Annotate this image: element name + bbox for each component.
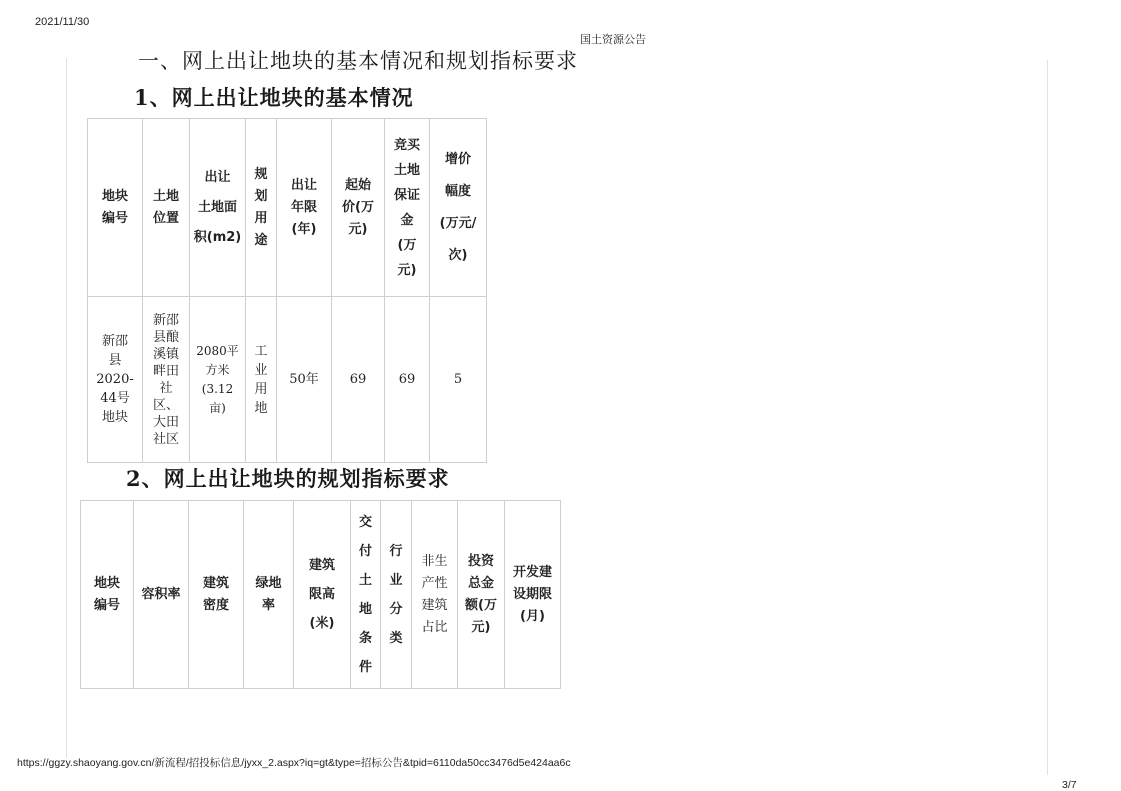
- cell-increment: 5: [430, 297, 487, 463]
- scan-edge-right: [1047, 60, 1048, 775]
- section-title: 一、网上出让地块的基本情况和规划指标要求: [138, 49, 578, 73]
- header-deposit: 竞买 土地 保证 金 (万 元): [385, 119, 430, 297]
- cell-area: 2080平 方米 (3.12 亩): [190, 297, 246, 463]
- header-location: 土地 位置: [143, 119, 190, 297]
- subsection-title-basic: 1、网上出让地块的基本情况: [134, 85, 414, 110]
- header-green-ratio: 绿地 率: [244, 501, 294, 689]
- header-development-period: 开发建 设期限 (月): [505, 501, 561, 689]
- cell-location: 新邵 县酿 溪镇 畔田 社 区、 大田 社区: [143, 297, 190, 463]
- header-starting-price: 起始 价(万 元): [332, 119, 385, 297]
- cell-parcel-id: 新邵 县 2020- 44号 地块: [88, 297, 143, 463]
- header-plot-ratio: 容积率: [134, 501, 189, 689]
- header-total-investment: 投资 总金 额(万 元): [458, 501, 505, 689]
- scan-edge-left: [66, 58, 67, 758]
- header-parcel-id: 地块 编号: [88, 119, 143, 297]
- subsection-title-planning: 2、网上出让地块的规划指标要求: [126, 466, 450, 491]
- planning-header-row: [81, 501, 561, 689]
- cell-planned-use: 工 业 用 地: [246, 297, 277, 463]
- header-area: 出让 土地面 积(m2): [190, 119, 246, 297]
- basic-info-data-row: [88, 297, 487, 463]
- cell-term: 50年: [277, 297, 332, 463]
- header-parcel-id-2: 地块 编号: [81, 501, 134, 689]
- cell-starting-price: 69: [332, 297, 385, 463]
- header-term: 出让 年限 (年): [277, 119, 332, 297]
- site-name: 国土资源公告: [580, 34, 646, 46]
- page-url: https://ggzy.shaoyang.gov.cn/新流程/招投标信息/jyxx_2.aspx?iq=gt&type=招标公告&tpid=6110da50cc3476d5e424aa6c: [17, 757, 571, 769]
- page-number: 3/7: [1062, 779, 1077, 791]
- basic-info-header-row: [88, 119, 487, 297]
- print-date: 2021/11/30: [35, 16, 90, 28]
- header-delivery-condition: 交 付 土 地 条 件: [351, 501, 381, 689]
- header-nonproduction-ratio: 非生 产性 建筑 占比: [412, 501, 458, 689]
- basic-info-table: [87, 118, 487, 463]
- header-industry-category: 行 业 分 类: [381, 501, 412, 689]
- cell-deposit: 69: [385, 297, 430, 463]
- header-building-density: 建筑 密度: [189, 501, 244, 689]
- header-increment: 增价 幅度 (万元/ 次): [430, 119, 487, 297]
- header-height-limit: 建筑 限高 (米): [294, 501, 351, 689]
- planning-indicator-table: [80, 500, 561, 689]
- header-planned-use: 规 划 用 途: [246, 119, 277, 297]
